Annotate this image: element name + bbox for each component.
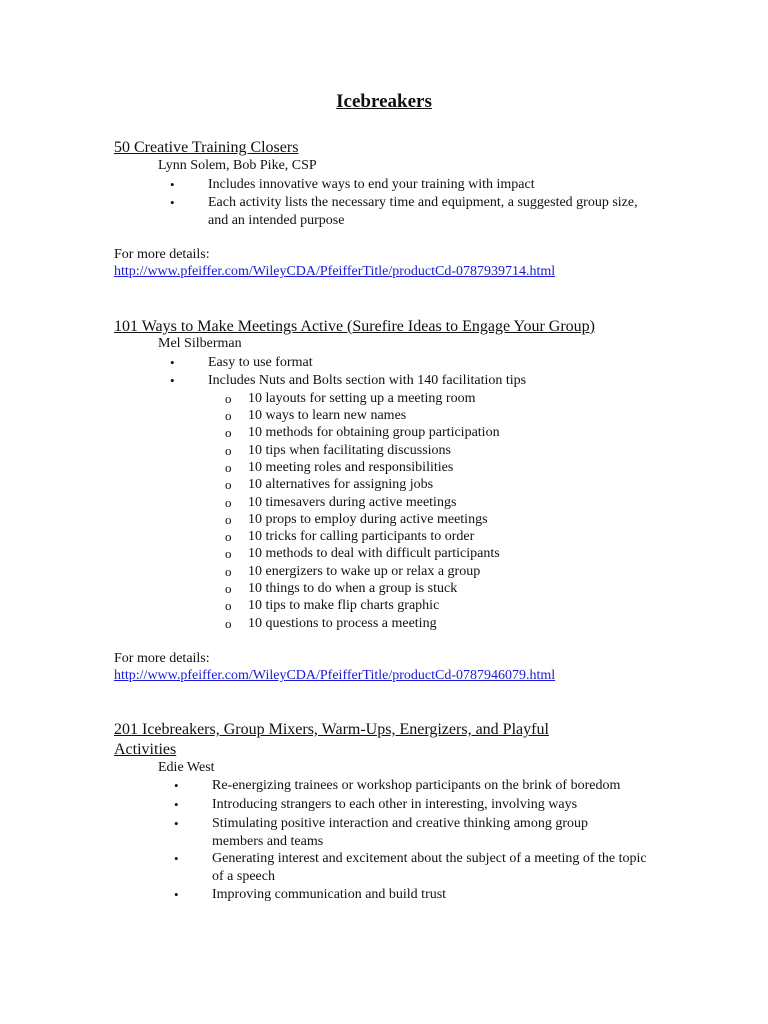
circle-bullet-icon: o: [225, 564, 232, 579]
circle-bullet-icon: o: [225, 546, 232, 561]
bullet-icon: •: [174, 887, 179, 902]
circle-bullet-icon: o: [225, 512, 232, 527]
book-author-2: Mel Silberman: [158, 336, 242, 351]
circle-bullet-icon: o: [225, 477, 232, 492]
bullet-icon: •: [174, 778, 179, 793]
bullet-icon: •: [170, 373, 175, 388]
details-label: For more details:: [114, 651, 210, 666]
bullet-icon: •: [174, 797, 179, 812]
circle-bullet-icon: o: [225, 425, 232, 440]
bullet-icon: •: [174, 851, 179, 866]
circle-bullet-icon: o: [225, 616, 232, 631]
book-author-3: Edie West: [158, 760, 215, 775]
circle-bullet-icon: o: [225, 391, 232, 406]
circle-bullet-icon: o: [225, 460, 232, 475]
document-page: Icebreakers 50 Creative Training Closers Lynn Solem, Bob Pike, CSP • Includes innovative ways to end your training with impact • Each activity lists the necessary time and equipment, a suggested group size, and an intended purpose For more details: http://www.pfeiffer.com/WileyCDA/PfeifferTitle/productCd-0787939714.html 101 Ways to Make Meetings Active (Surefire Ideas to Engage Your Group) Mel Silberman • Easy to use format • Includes Nuts and Bolts section with 140 facilitation tips o 10 layouts for setting up a meeting room o 10 ways to learn new names o 10 methods for obtaining group participation o 10 tips when facilitating discussions o 10 meeting roles and responsibilities o 10 alternatives for assigning jobs o 10 timesavers during active meetings o 10 props to employ during active meetings o 10 tricks for calling participants to order o 10 methods to deal with difficult participants o 10 energizers to wake up or relax a group o 10 things to do when a group is stuck o 10 tips to make flip charts graphic o 10 questions to process a meeting For more details: http://www.pfeiffer.com/WileyCDA/PfeifferTitle/productCd-0787946079.html 201 Icebreakers, Group Mixers, Warm-Ups, Energizers, and Playful Activities Edie West • Re-energizing trainees or workshop participants on the brink of boredom • Introducing strangers to each other in interesting, involving ways • Stimulating positive interaction and creative thinking among group members and teams • Generating interest and excitement about the subject of a meeting of the topic of a speech • Improving communication and build trust: [0, 0, 768, 1024]
circle-bullet-icon: o: [225, 443, 232, 458]
circle-bullet-icon: o: [225, 581, 232, 596]
details-link-2[interactable]: http://www.pfeiffer.com/WileyCDA/PfeifferTitle/productCd-0787946079.html: [114, 668, 556, 683]
book-title-3: 201 Icebreakers, Group Mixers, Warm-Ups, Energizers, and Playful Activities: [114, 721, 549, 758]
bullet-icon: •: [170, 177, 175, 192]
bullet-icon: •: [170, 355, 175, 370]
circle-bullet-icon: o: [225, 529, 232, 544]
book-title-1: 50 Creative Training Closers: [114, 139, 299, 156]
page-title: Icebreakers: [336, 91, 432, 112]
circle-bullet-icon: o: [225, 495, 232, 510]
bullet-icon: •: [174, 816, 179, 831]
circle-bullet-icon: o: [225, 408, 232, 423]
book-title-2: 101 Ways to Make Meetings Active (Surefire Ideas to Engage Your Group): [114, 318, 595, 335]
bullet-icon: •: [170, 195, 175, 210]
details-label: For more details:: [114, 247, 210, 262]
details-link-1[interactable]: http://www.pfeiffer.com/WileyCDA/PfeifferTitle/productCd-0787939714.html: [114, 264, 556, 279]
circle-bullet-icon: o: [225, 598, 232, 613]
book-author-1: Lynn Solem, Bob Pike, CSP: [158, 158, 317, 173]
